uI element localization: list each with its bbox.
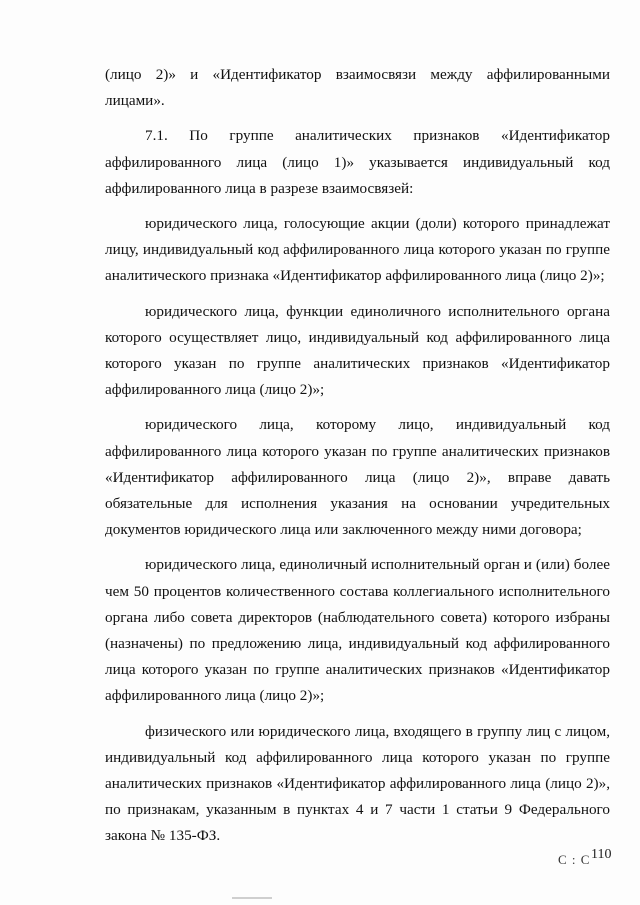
page-number: 110 [591, 847, 612, 862]
scan-edge-mark [232, 897, 272, 899]
paragraph-binding-instructions: юридического лица, которому лицо, индивидуальный код аффилированного лица которого указан по группе аналитических признаков «Идентификатор аффилированного лица (лицо 2)», вправе давать обязательные для исполнения указания на основании учредительных документов юридического лица или заключенного между ними договора; [105, 416, 610, 539]
paragraph-group-of-persons: физического или юридического лица, входящего в группу лиц с лицом, индивидуальный код аффилированного лица которого указан по группе аналитических признаков «Идентификатор аффилированного лица (лицо 2)», по признакам, указанным в пунктах 4 и 7 части 1 статьи 9 Федерального закона № 135-ФЗ. [105, 722, 610, 845]
paragraph-executive-functions: юридического лица, функции единоличного исполнительного органа которого осуществляет лицо, индивидуальный код аффилированного лица которого указан по группе аналитических признаков «Идентификатор аффилированного лица (лицо 2)»; [105, 302, 610, 399]
faint-stamp-mark: С : С [558, 852, 591, 867]
paragraph-voting-shares: юридического лица, голосующие акции (доли) которого принадлежат лицу, индивидуальный код аффилированного лица которого указан по группе аналитического признака «Идентификатор аффилированного лица (лицо 2)»; [105, 215, 610, 285]
paragraph-board-appointment: юридического лица, единоличный исполнительный орган и (или) более чем 50 процентов количественного состава коллегиального исполнительного органа либо совета директоров (наблюдательного совета) которого избраны (назначены) по предложению лица, индивидуальный код аффилированного лица которого указан по группе аналитических признаков «Идентификатор аффилированного лица (лицо 2)»; [105, 556, 610, 705]
paragraph-7-1: 7.1. По группе аналитических признаков «Идентификатор аффилированного лица (лицо 1)» указывается индивидуальный код аффилированного лица в разрезе взаимосвязей: [105, 127, 610, 197]
paragraph-continuation: (лицо 2)» и «Идентификатор взаимосвязи между аффилированными лицами». [105, 66, 610, 110]
document-body [105, 62, 610, 850]
